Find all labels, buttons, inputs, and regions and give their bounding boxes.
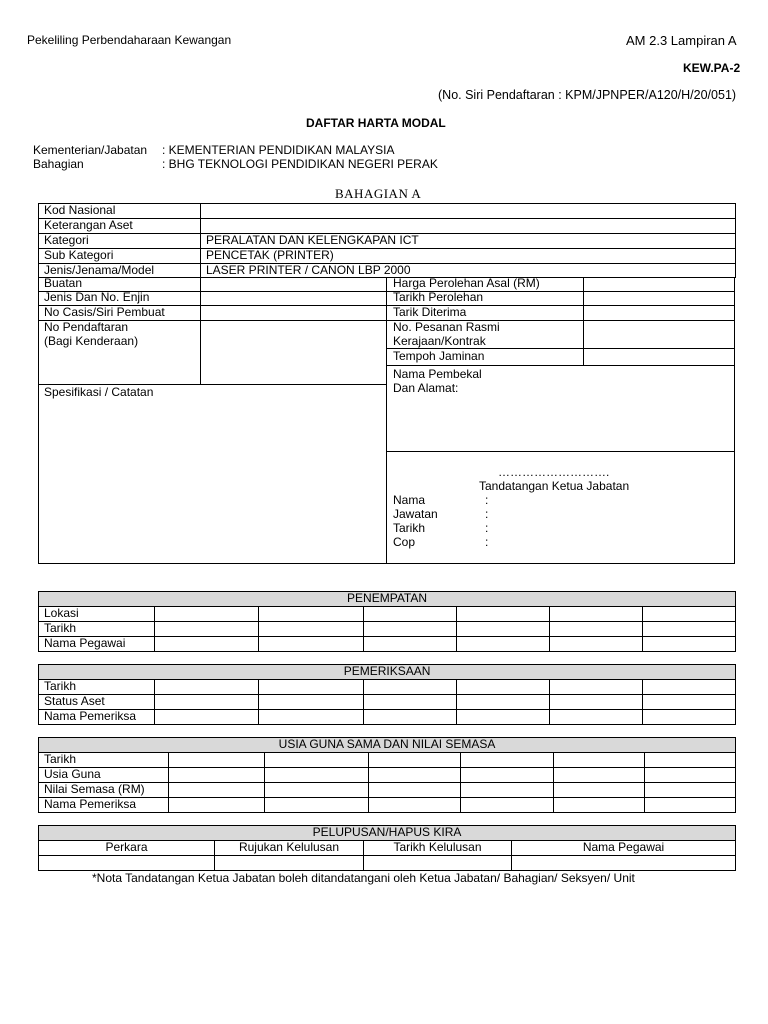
table-cell[interactable] [643, 695, 736, 710]
recv-date-label: Tarik Diterima [393, 305, 467, 319]
signature-line: ………………………. [498, 465, 610, 479]
table-row [39, 680, 736, 695]
table-cell[interactable] [369, 798, 461, 813]
table-row [39, 783, 736, 798]
table-cell[interactable] [457, 680, 550, 695]
table-cell[interactable] [457, 607, 550, 622]
table-cell[interactable] [457, 622, 550, 637]
buatan-label: Buatan [44, 276, 83, 290]
table-cell[interactable] [155, 695, 259, 710]
table-cell[interactable] [364, 607, 457, 622]
table-header-row [39, 841, 736, 856]
sign-position-colon: : [485, 507, 489, 521]
division-label: Bahagian [33, 157, 84, 171]
table-cell[interactable] [554, 753, 645, 768]
table-row [39, 798, 736, 813]
table-cell[interactable] [457, 710, 550, 725]
form-title: DAFTAR HARTA MODAL [306, 116, 446, 130]
sign-date-colon: : [485, 521, 489, 535]
table-cell[interactable] [369, 783, 461, 798]
field-label: Sub Kategori [39, 249, 201, 264]
appendix-reference: AM 2.3 Lampiran A [626, 33, 737, 48]
table-cell[interactable] [512, 856, 736, 871]
table-cell[interactable] [643, 622, 736, 637]
field-value[interactable]: PERALATAN DAN KELENGKAPAN ICT [201, 234, 736, 249]
table-cell[interactable] [550, 695, 643, 710]
row-label: Lokasi [39, 607, 155, 622]
table-cell[interactable] [457, 637, 550, 652]
field-value[interactable]: LASER PRINTER / CANON LBP 2000 [201, 264, 736, 278]
pemeriksaan-table [38, 664, 736, 725]
sign-date-label: Tarikh [393, 521, 426, 535]
row-label: Usia Guna [39, 768, 169, 783]
acq-date-value-cell[interactable] [583, 291, 735, 306]
table-cell[interactable] [643, 680, 736, 695]
row-label: Nama Pemeriksa [39, 710, 155, 725]
pelupusan-heading: PELUPUSAN/HAPUS KIRA [39, 826, 736, 841]
table-cell[interactable] [369, 753, 461, 768]
supplier-sublabel: Dan Alamat: [393, 381, 459, 395]
table-cell[interactable] [457, 695, 550, 710]
table-cell[interactable] [259, 622, 364, 637]
order-label: No. Pesanan Rasmi [393, 320, 500, 334]
ministry-value: : KEMENTERIAN PENDIDIKAN MALAYSIA [162, 143, 395, 157]
sign-stamp-label: Cop [393, 535, 416, 549]
buatan-value-cell[interactable] [200, 277, 387, 292]
engine-label: Jenis Dan No. Enjin [44, 290, 150, 304]
table-cell[interactable] [155, 622, 259, 637]
table-cell[interactable] [155, 637, 259, 652]
field-label: Jenis/Jenama/Model [39, 264, 201, 278]
table-cell[interactable] [155, 607, 259, 622]
table-cell[interactable] [259, 710, 364, 725]
table-row [39, 622, 736, 637]
column-header: Nama Pegawai [512, 841, 736, 856]
table-cell[interactable] [169, 753, 265, 768]
asset-identity-table [38, 203, 736, 278]
table-cell[interactable] [643, 710, 736, 725]
specification-label: Spesifikasi / Catatan [44, 385, 154, 399]
table-cell[interactable] [364, 622, 457, 637]
chassis-value-cell[interactable] [200, 305, 387, 321]
penempatan-heading: PENEMPATAN [39, 592, 736, 607]
table-row [39, 234, 736, 249]
ministry-label: Kementerian/Jabatan [33, 143, 148, 157]
sign-name-label: Nama [393, 493, 426, 507]
usia-guna-table [38, 737, 736, 813]
table-row [39, 219, 736, 234]
signature-caption: Tandatangan Ketua Jabatan [479, 479, 630, 493]
registration-value-cell[interactable] [200, 320, 387, 385]
table-row [39, 204, 736, 219]
table-cell[interactable] [550, 680, 643, 695]
engine-value-cell[interactable] [200, 291, 387, 306]
table-cell[interactable] [155, 680, 259, 695]
usia-guna-heading: USIA GUNA SAMA DAN NILAI SEMASA [39, 738, 736, 753]
table-row [39, 753, 736, 768]
field-value[interactable] [201, 219, 736, 234]
table-cell[interactable] [155, 710, 259, 725]
registration-label: No Pendaftaran [44, 320, 129, 334]
sign-name-colon: : [485, 493, 489, 507]
column-header: Perkara [39, 841, 215, 856]
table-cell[interactable] [215, 856, 364, 871]
table-cell[interactable] [259, 637, 364, 652]
table-row [39, 249, 736, 264]
table-row [39, 637, 736, 652]
warranty-label: Tempoh Jaminan [393, 349, 485, 363]
table-row [39, 710, 736, 725]
section-a-heading: BAHAGIAN A [335, 186, 422, 201]
table-cell[interactable] [259, 607, 364, 622]
table-cell[interactable] [39, 856, 215, 871]
order-value-cell[interactable] [583, 320, 735, 349]
specification-cell[interactable] [38, 384, 387, 564]
table-cell[interactable] [550, 637, 643, 652]
row-label: Tarikh [39, 680, 155, 695]
field-label: Kod Nasional [39, 204, 201, 219]
circular-reference: Pekeliling Perbendaharaan Kewangan [27, 33, 232, 47]
row-label: Tarikh [39, 753, 169, 768]
column-header: Rujukan Kelulusan [215, 841, 364, 856]
table-row [39, 607, 736, 622]
table-cell[interactable] [643, 637, 736, 652]
table-cell[interactable] [364, 695, 457, 710]
field-value[interactable]: PENCETAK (PRINTER) [201, 249, 736, 264]
form-code: KEW.PA-2 [683, 61, 741, 75]
price-label: Harga Perolehan Asal (RM) [393, 276, 540, 290]
row-label: Nama Pemeriksa [39, 798, 169, 813]
supplier-label: Nama Pembekal [393, 367, 482, 381]
table-row [39, 264, 736, 278]
table-cell[interactable] [645, 798, 736, 813]
penempatan-table [38, 591, 736, 652]
pelupusan-table [38, 825, 736, 871]
table-cell[interactable] [265, 753, 369, 768]
field-label: Kategori [39, 234, 201, 249]
table-row [39, 856, 736, 871]
table-cell[interactable] [259, 680, 364, 695]
table-cell[interactable] [461, 768, 554, 783]
row-label: Nama Pegawai [39, 637, 155, 652]
row-label: Nilai Semasa (RM) [39, 783, 169, 798]
table-cell[interactable] [645, 783, 736, 798]
table-cell[interactable] [265, 768, 369, 783]
field-value[interactable] [201, 204, 736, 219]
table-cell[interactable] [265, 798, 369, 813]
table-cell[interactable] [364, 637, 457, 652]
sign-position-label: Jawatan [393, 507, 438, 521]
table-cell[interactable] [364, 710, 457, 725]
chassis-label: No Casis/Siri Pembuat [44, 305, 165, 319]
registration-sublabel: (Bagi Kenderaan) [44, 334, 139, 348]
table-cell[interactable] [169, 768, 265, 783]
division-value: : BHG TEKNOLOGI PENDIDIKAN NEGERI PERAK [162, 157, 438, 171]
sign-stamp-colon: : [485, 535, 489, 549]
table-cell[interactable] [169, 783, 265, 798]
row-label: Tarikh [39, 622, 155, 637]
recv-date-value-cell[interactable] [583, 305, 735, 321]
table-cell[interactable] [554, 768, 645, 783]
table-cell[interactable] [550, 622, 643, 637]
table-cell[interactable] [645, 768, 736, 783]
warranty-value-cell[interactable] [583, 348, 735, 366]
table-cell[interactable] [550, 710, 643, 725]
footnote: *Nota Tandatangan Ketua Jabatan boleh ditandatangani oleh Ketua Jabatan/ Bahagian/ Seksyen/ Unit [92, 871, 635, 885]
table-cell[interactable] [550, 607, 643, 622]
table-cell[interactable] [364, 680, 457, 695]
table-row [39, 695, 736, 710]
table-cell[interactable] [554, 783, 645, 798]
table-cell[interactable] [461, 798, 554, 813]
table-cell[interactable] [169, 798, 265, 813]
table-cell[interactable] [364, 856, 512, 871]
price-value-cell[interactable] [583, 277, 735, 292]
table-cell[interactable] [643, 607, 736, 622]
table-cell[interactable] [461, 753, 554, 768]
acq-date-label: Tarikh Perolehan [393, 290, 484, 304]
order-sublabel: Kerajaan/Kontrak [393, 334, 486, 348]
table-cell[interactable] [645, 753, 736, 768]
table-row [39, 768, 736, 783]
field-label: Keterangan Aset [39, 219, 201, 234]
table-cell[interactable] [265, 783, 369, 798]
registration-number: (No. Siri Pendaftaran : KPM/JPNPER/A120/H/20/051) [438, 88, 737, 102]
row-label: Status Aset [39, 695, 155, 710]
table-cell[interactable] [369, 768, 461, 783]
table-cell[interactable] [554, 798, 645, 813]
table-cell[interactable] [259, 695, 364, 710]
column-header: Tarikh Kelulusan [364, 841, 512, 856]
pemeriksaan-heading: PEMERIKSAAN [39, 665, 736, 680]
table-cell[interactable] [461, 783, 554, 798]
